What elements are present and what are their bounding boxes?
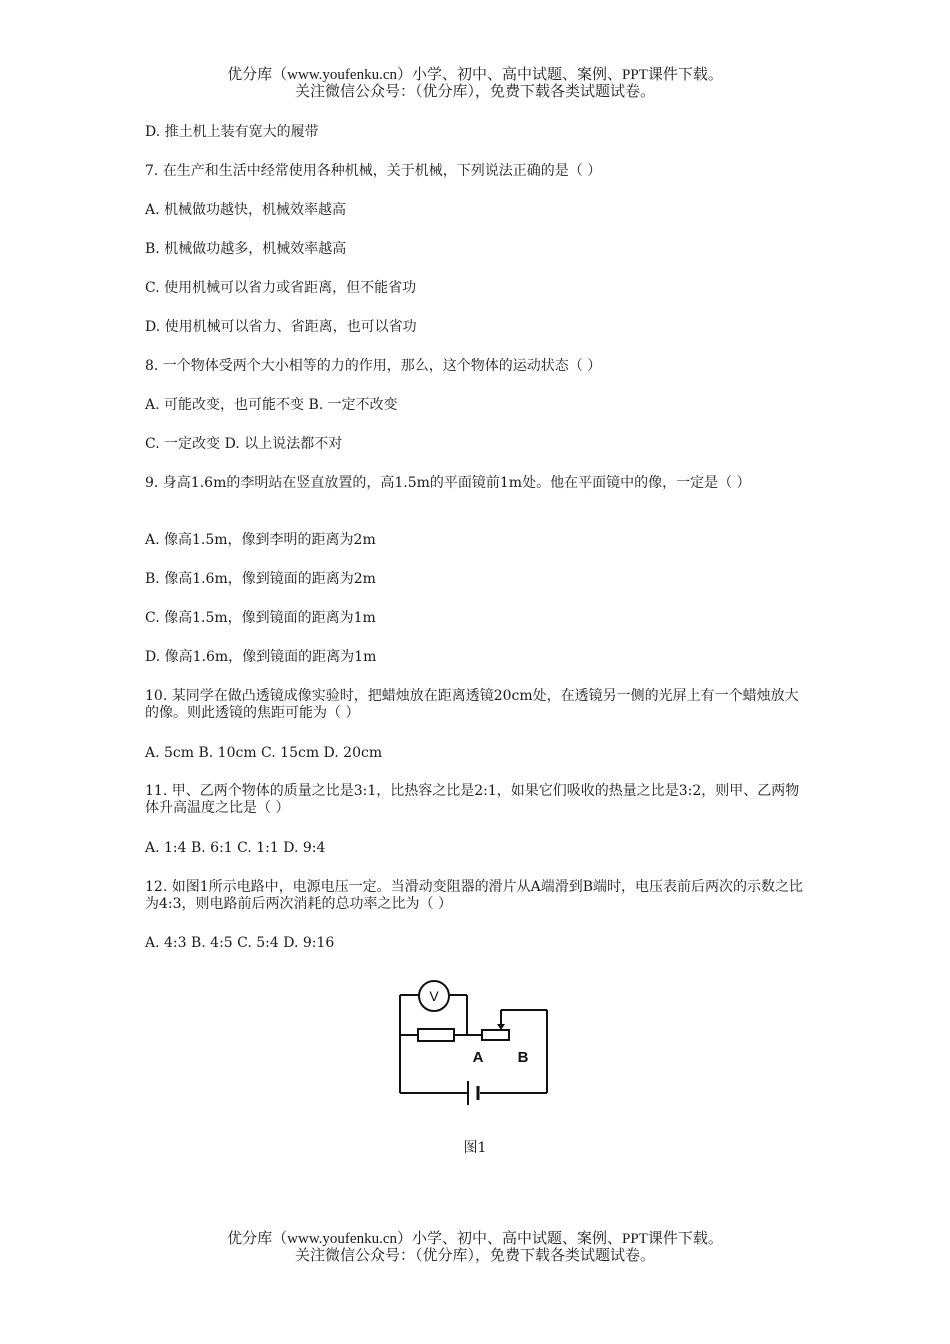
header-line-2: 关注微信公众号：（优分库），免费下载各类试题试卷。 bbox=[294, 84, 655, 100]
page-header bbox=[0, 67, 950, 101]
question-8-options-cd: C. 一定改变 D. 以上说法都不对 bbox=[145, 436, 343, 452]
question-7-stem: 7. 在生产和生活中经常使用各种机械，关于机械，下列说法正确的是（ ） bbox=[145, 163, 602, 179]
question-9-option-d: D. 像高1.6m，像到镜面的距离为1m bbox=[145, 649, 377, 665]
question-11-stem: 11. 甲、乙两个物体的质量之比是3:1，比热容之比是2:1，如果它们吸收的热量之比是3:2，则甲、乙两物体升高温度之比是（ ） bbox=[145, 783, 800, 816]
fixed-resistor bbox=[418, 1029, 454, 1041]
question-7-option-d: D. 使用机械可以省力、省距离，也可以省功 bbox=[145, 319, 417, 335]
footer-line-2: 关注微信公众号：（优分库），免费下载各类试题试卷。 bbox=[294, 1248, 655, 1264]
question-9-stem: 9. 身高1.6m的李明站在竖直放置的，高1.5m的平面镜前1m处。他在平面镜中的像，一定是（ ） bbox=[145, 475, 751, 491]
question-10-stem: 10. 某同学在做凸透镜成像实验时，把蜡烛放在距离透镜20cm处，在透镜另一侧的光屏上有一个蜡烛放大的像。则此透镜的焦距可能为（ ） bbox=[145, 688, 799, 721]
question-6-option-d: D. 推土机上装有宽大的履带 bbox=[145, 124, 319, 140]
question-10-options: A. 5cm B. 10cm C. 15cm D. 20cm bbox=[145, 745, 383, 761]
circuit-diagram bbox=[390, 975, 560, 1115]
terminal-label-b: B bbox=[517, 1049, 529, 1066]
question-12-options: A. 4:3 B. 4:5 C. 5:4 D. 9:16 bbox=[145, 935, 335, 951]
figure-caption: 图1 bbox=[463, 1140, 487, 1156]
question-8-options-ab: A. 可能改变，也可能不变 B. 一定不改变 bbox=[145, 397, 398, 413]
question-7-option-c: C. 使用机械可以省力或省距离，但不能省功 bbox=[145, 280, 417, 296]
footer-line-1: 优分库（www.youfenku.cn）小学、初中、高中试题、案例、PPT课件下载。 bbox=[227, 1231, 723, 1247]
terminal-label-a: A bbox=[472, 1049, 484, 1066]
question-8-stem: 8. 一个物体受两个大小相等的力的作用，那么，这个物体的运动状态（ ） bbox=[145, 358, 602, 374]
question-9-option-b: B. 像高1.6m，像到镜面的距离为2m bbox=[145, 571, 376, 587]
question-7-option-a: A. 机械做功越快，机械效率越高 bbox=[145, 202, 347, 218]
page-footer bbox=[0, 1231, 950, 1265]
question-12-stem: 12. 如图1所示电路中，电源电压一定。当滑动变阻器的滑片从A端滑到B端时，电压表前后两次的示数之比为4:3，则电路前后两次消耗的总功率之比为（ ） bbox=[145, 879, 804, 912]
header-line-1: 优分库（www.youfenku.cn）小学、初中、高中试题、案例、PPT课件下载。 bbox=[227, 67, 723, 83]
question-7-option-b: B. 机械做功越多，机械效率越高 bbox=[145, 241, 347, 257]
question-11-options: A. 1:4 B. 6:1 C. 1:1 D. 9:4 bbox=[145, 840, 326, 856]
slide-rheostat bbox=[482, 1030, 509, 1040]
voltmeter-label: V bbox=[429, 988, 439, 1004]
question-9-option-a: A. 像高1.5m，像到李明的距离为2m bbox=[145, 532, 376, 548]
question-9-option-c: C. 像高1.5m，像到镜面的距离为1m bbox=[145, 610, 376, 626]
